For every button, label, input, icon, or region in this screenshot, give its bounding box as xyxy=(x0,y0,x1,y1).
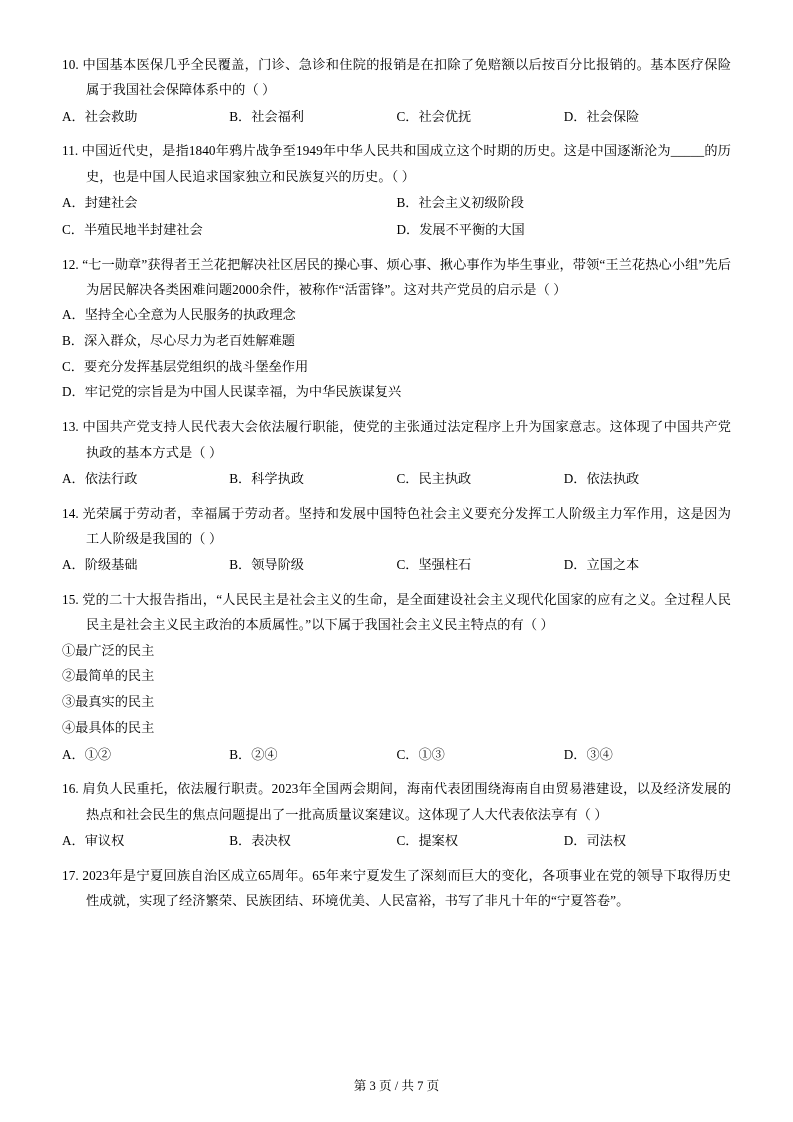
question-number: 14. xyxy=(62,505,79,521)
question-stem xyxy=(62,863,731,914)
sub-item: ①最广泛的民主 xyxy=(62,642,155,658)
question-block xyxy=(62,587,731,767)
option-b: B．领导阶级 xyxy=(229,557,304,573)
option-a: A．封建社会 xyxy=(62,195,138,211)
question-number: 15. xyxy=(62,592,79,608)
option-c: C．要充分发挥基层党组织的战斗堡垒作用 xyxy=(62,358,309,374)
option-c: C．提案权 xyxy=(396,833,459,849)
option-b: B．②④ xyxy=(229,746,278,762)
options-row xyxy=(62,104,731,130)
question-number: 16. xyxy=(62,781,79,797)
question-block xyxy=(62,138,731,242)
option-c: C．半殖民地半封建社会 xyxy=(62,221,203,237)
options-row xyxy=(62,190,731,216)
option-a: A．阶级基础 xyxy=(62,557,138,573)
option-d: D．发展不平衡的大国 xyxy=(396,221,525,237)
question-stem xyxy=(62,52,731,103)
footer-suffix: 页 xyxy=(426,1079,440,1093)
question-text: 中国共产党支持人民代表大会依法履行职能，使党的主张通过法定程序上升为国家意志。这体现了中国共产党执政的基本方式是（ ） xyxy=(82,419,732,460)
option-b: B．深入群众，尽心尽力为老百姓解难题 xyxy=(62,333,295,348)
options-row xyxy=(62,217,731,243)
question-block xyxy=(62,414,731,491)
options-row xyxy=(62,466,731,492)
question-stem xyxy=(62,138,731,189)
option-d: D．牢记党的宗旨是为中国人民谋幸福，为中华民族谋复兴 xyxy=(62,384,402,400)
option-a: A．审议权 xyxy=(62,833,125,849)
question-number: 11. xyxy=(62,143,79,159)
option-a: A．坚持全心全意为人民服务的执政理念 xyxy=(62,307,296,323)
option-c: C．①③ xyxy=(396,746,445,762)
footer-current-page: 3 xyxy=(369,1079,376,1093)
option-c: C．社会优抚 xyxy=(396,108,472,124)
sub-items xyxy=(62,638,731,741)
question-text: 光荣属于劳动者，幸福属于劳动者。坚持和发展中国特色社会主义要充分发挥工人阶级主力军作用，这是因为工人阶级是我国的（ ） xyxy=(82,505,732,546)
question-block xyxy=(62,252,731,406)
options-stacked xyxy=(62,302,731,405)
options-row xyxy=(62,742,731,768)
options-row xyxy=(62,828,731,854)
option-c: C．坚强柱石 xyxy=(396,557,472,573)
page-footer xyxy=(0,1075,793,1094)
option-d: D．立国之本 xyxy=(563,557,640,573)
question-number: 10. xyxy=(62,57,79,72)
question-block xyxy=(62,776,731,853)
question-text: 中国基本医保几乎全民覆盖，门诊、急诊和住院的报销是在扣除了免赔额以后按百分比报销的。基本医疗保险属于我国社会保障体系中的（ ） xyxy=(82,57,732,98)
question-stem xyxy=(62,501,731,552)
question-number: 12. xyxy=(62,256,79,272)
question-text: 肩负人民重托，依法履行职责。2023年全国两会期间，海南代表团围绕海南自由贸易港建设，以及经济发展的热点和社会民生的焦点问题提出了一批高质量议案建议。这体现了人大代表依法享有（ ） xyxy=(82,781,731,822)
question-number: 13. xyxy=(62,419,79,435)
footer-prefix: 第 xyxy=(353,1079,367,1093)
sub-item: ②最简单的民主 xyxy=(62,668,155,684)
option-a: A．社会救助 xyxy=(62,108,138,124)
sub-item: ④最具体的民主 xyxy=(62,719,155,735)
option-d: D．司法权 xyxy=(563,833,627,849)
option-a: A．依法行政 xyxy=(62,470,138,486)
question-stem xyxy=(62,252,731,303)
sub-item: ③最真实的民主 xyxy=(62,694,155,710)
question-text: 党的二十大报告指出，“人民民主是社会主义的生命，是全面建设社会主义现代化国家的应有之义。全过程人民民主是社会主义民主政治的本质属性。”以下属于我国社会主义民主特点的有（ ） xyxy=(82,592,731,633)
question-stem xyxy=(62,776,731,827)
option-a: A．①② xyxy=(62,746,112,762)
question-text: 中国近代史，是指1840年鸦片战争至1949年中华人民共和国成立这个时期的历史。这是中国逐渐沦为_____的历史，也是中国人民追求国家独立和民族复兴的历史。（ ） xyxy=(81,143,731,184)
question-block xyxy=(62,52,731,129)
option-c: C．民主执政 xyxy=(396,470,472,486)
footer-middle: 页 / 共 xyxy=(379,1079,414,1093)
option-b: B．社会福利 xyxy=(229,108,304,124)
option-d: D．社会保险 xyxy=(563,108,640,124)
option-d: D．③④ xyxy=(563,746,613,762)
option-b: B．科学执政 xyxy=(229,470,304,486)
question-stem xyxy=(62,587,731,638)
question-block xyxy=(62,863,731,914)
option-b: B．表决权 xyxy=(229,833,291,849)
options-row xyxy=(62,552,731,578)
footer-total-pages: 7 xyxy=(417,1079,424,1093)
option-b: B．社会主义初级阶段 xyxy=(396,195,524,211)
question-stem xyxy=(62,414,731,465)
question-block xyxy=(62,501,731,578)
question-text: “七一勋章”获得者王兰花把解决社区居民的操心事、烦心事、揪心事作为毕生事业，带领“王兰花热心小组”先后为居民解决各类困难问题2000余件，被称作“活雷锋”。这对共产党员的启示是（ ） xyxy=(82,256,731,297)
question-number: 17. xyxy=(62,867,79,883)
question-text: 2023年是宁夏回族自治区成立65周年。65年来宁夏发生了深刻而巨大的变化，各项事业在党的领导下取得历史性成就，实现了经济繁荣、民族团结、环境优美、人民富裕，书写了非凡十年的“宁夏答卷”。 xyxy=(82,867,731,909)
option-d: D．依法执政 xyxy=(563,470,640,486)
